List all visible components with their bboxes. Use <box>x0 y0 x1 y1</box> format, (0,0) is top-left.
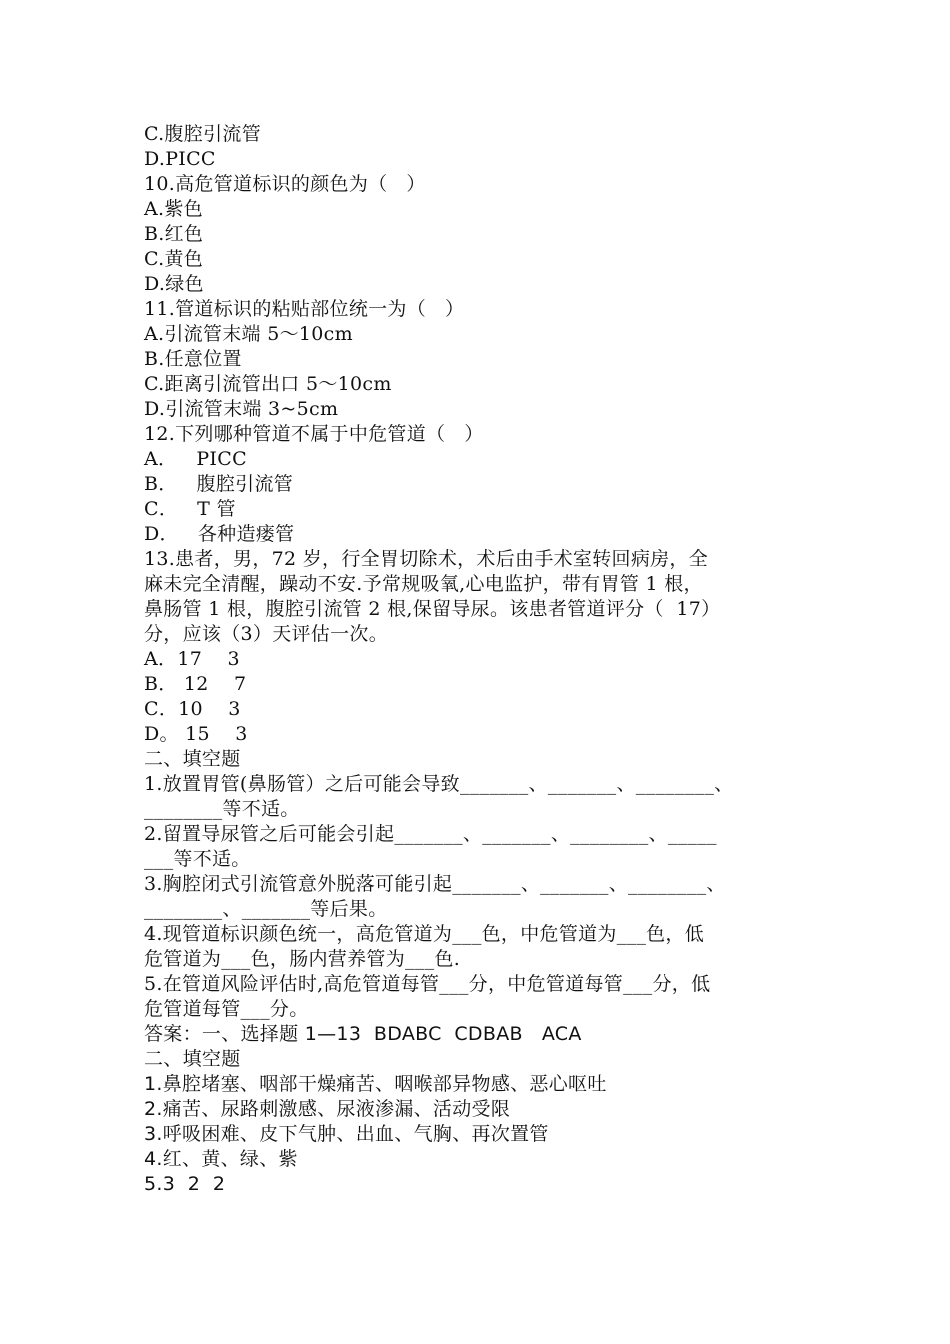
answer-2: 2.痛苦、尿路刺激感、尿液渗漏、活动受限 <box>144 1098 511 1120</box>
answer-1: 1.鼻腔堵塞、咽部干燥痛苦、咽喉部异物感、恶心呕吐 <box>144 1073 607 1095</box>
fill-1-line-1: 1.放置胃管(鼻肠管）之后可能会导致_______、_______、________、 <box>144 773 734 795</box>
option-a-q11: A.引流管末端 5～10cm <box>144 323 353 345</box>
fill-3-line-1: 3.胸腔闭式引流管意外脱落可能引起_______、_______、________、 <box>144 873 726 895</box>
option-c-q10: C.黄色 <box>144 248 204 270</box>
option-b-q11: B.任意位置 <box>144 348 242 370</box>
option-a-q12: A． PICC <box>144 448 247 470</box>
option-a-q13: A．17 3 <box>144 648 240 670</box>
question-11: 11.管道标识的粘贴部位统一为（ ） <box>144 298 465 320</box>
option-c-q12: C． T 管 <box>144 498 236 520</box>
option-d-q11: D.引流管末端 3~5cm <box>144 398 339 420</box>
answer-3: 3.呼吸困难、皮下气肿、出血、气胸、再次置管 <box>144 1123 549 1145</box>
option-c-q13: C．10 3 <box>144 698 241 720</box>
question-10: 10.高危管道标识的颜色为（ ） <box>144 173 426 195</box>
fill-4-line-1: 4.现管道标识颜色统一，高危管道为___色，中危管道为___色，低 <box>144 923 705 945</box>
option-d-q13: D。 15 3 <box>144 723 248 745</box>
answer-key-heading: 答案：一、选择题 1—13 BDABC CDBAB ACA <box>144 1023 582 1045</box>
option-b-q10: B.红色 <box>144 223 204 245</box>
fill-2-line-2: ___等不适。 <box>144 848 251 870</box>
option-c-q9: C.腹腔引流管 <box>144 123 262 145</box>
fill-4-line-2: 危管道为___色，肠内营养管为___色. <box>144 948 461 970</box>
option-d-q10: D.绿色 <box>144 273 204 295</box>
fill-3-line-2: ________、_______等后果。 <box>144 898 388 920</box>
answer-5: 5.3 2 2 <box>144 1173 226 1195</box>
option-b-q12: B． 腹腔引流管 <box>144 473 294 495</box>
question-13-line-2: 麻未完全清醒，躁动不安.予常规吸氧,心电监护，带有胃管 1 根， <box>144 573 703 595</box>
answer-4: 4.红、黄、绿、紫 <box>144 1148 298 1170</box>
fill-2-line-1: 2.留置导尿管之后可能会引起_______、_______、________、_____ <box>144 823 717 845</box>
question-13-line-1: 13.患者，男，72 岁，行全胃切除术，术后由手术室转回病房，全 <box>144 548 709 570</box>
question-13-line-3: 鼻肠管 1 根，腹腔引流管 2 根,保留导尿。该患者管道评分（ 17） <box>144 598 721 620</box>
question-13-line-4: 分，应该（3）天评估一次。 <box>144 623 388 645</box>
option-d-q9: D.PICC <box>144 148 216 170</box>
question-12: 12.下列哪种管道不属于中危管道（ ） <box>144 423 484 445</box>
section-fill-in-heading: 二、填空题 <box>144 748 241 770</box>
option-a-q10: A.紫色 <box>144 198 203 220</box>
fill-5-line-2: 危管道每管___分。 <box>144 998 309 1020</box>
option-d-q12: D． 各种造瘘管 <box>144 523 295 545</box>
option-c-q11: C.距离引流管出口 5～10cm <box>144 373 392 395</box>
document-body <box>144 122 826 1197</box>
option-b-q13: B． 12 7 <box>144 673 247 695</box>
fill-5-line-1: 5.在管道风险评估时,高危管道每管___分，中危管道每管___分，低 <box>144 973 711 995</box>
answer-section-fill-in: 二、填空题 <box>144 1048 241 1070</box>
fill-1-line-2: ________等不适。 <box>144 798 300 820</box>
